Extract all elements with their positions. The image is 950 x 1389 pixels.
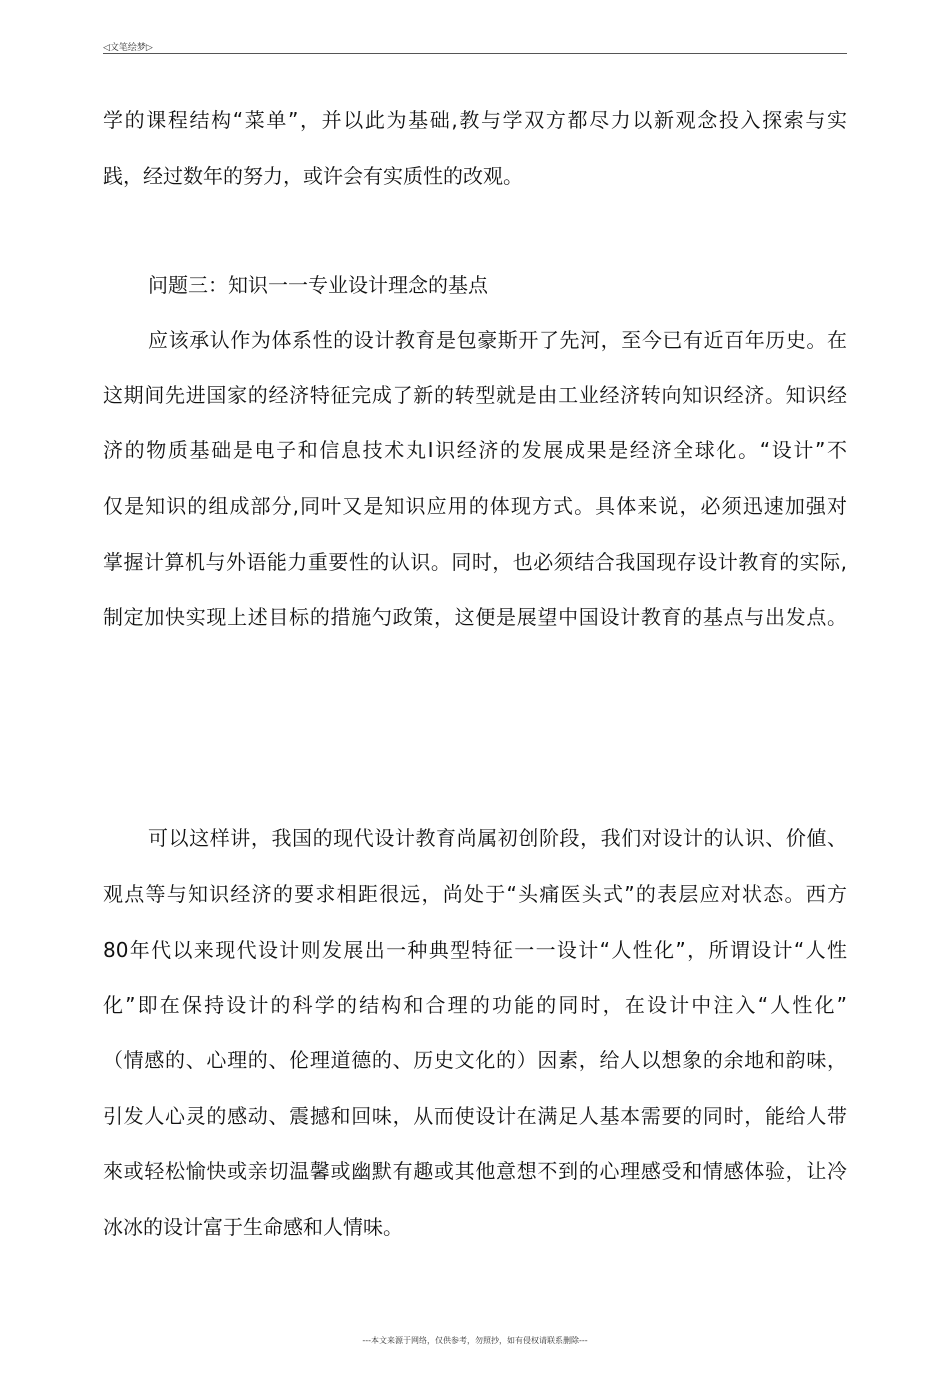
header-divider [103,53,847,54]
header-logo-text: ◁文笔绘梦▷ [103,43,153,53]
paragraph-line: 80年代以来现代设计则发展出一种典型特征一一设计“人性化”，所谓设计“人性 [103,938,847,962]
paragraph-line: 应该承认作为体系性的设计教育是包豪斯开了先河，至今已有近百年历史。在 [148,328,847,352]
section-heading: 问题三：知识一一专业设计理念的基点 [148,273,488,297]
paragraph-line: 践，经过数年的努力，或许会有实质性的改观。 [103,164,523,188]
paragraph-line: 观点等与知识经济的要求相距很远，尚处于“头痛医头式”的表层应对状态。西方 [103,882,847,906]
paragraph-line: 引发人心灵的感动、震撼和回味，从而使设计在满足人基本需要的同时，能给人带 [103,1104,847,1128]
paragraph-line: 这期间先进国家的经济特征完成了新的转型就是由工业经济转向知识经济。知识经 [103,383,847,407]
paragraph-line: 冰冰的设计富于生命感和人情味。 [103,1215,403,1239]
page-footer: ---本文来源于网络，仅供参考，勿照抄，如有侵权请联系删除--- [362,1336,588,1345]
paragraph-line: 來或轻松愉快或亲切温馨或幽默有趣或其他意想不到的心理感受和情感体验，让冷 [103,1159,847,1183]
paragraph-line: 制定加快实现上述目标的措施勺政策，这便是展望中国设计教育的基点与出发点。 [103,605,847,629]
paragraph-line: 仅是知识的组成部分,同叶又是知识应用的体现方式。具体来说，必须迅速加强对 [103,494,847,518]
paragraph-line: 济的物质基础是电子和信息技术丸I识经济的发展成果是经济全球化。“设计”不 [103,438,847,462]
paragraph-line: 学的课程结构“菜单”，并以此为基础,教与学双方都尽力以新观念投入探索与实 [103,108,847,132]
paragraph-line: 化”即在保持设计的科学的结构和合理的功能的同时，在设计中注入“人性化” [103,993,847,1017]
paragraph-line: （情感的、心理的、伦理道德的、历史文化的）因素，给人以想象的余地和韵味， [103,1048,847,1072]
paragraph-line: 可以这样讲，我国的现代设计教育尚属初创阶段，我们对设计的认识、价値、 [148,826,847,850]
paragraph-line: 掌握计算机与外语能力重要性的认识。同时，也必须结合我国现存设计教育的实际, [103,550,847,574]
